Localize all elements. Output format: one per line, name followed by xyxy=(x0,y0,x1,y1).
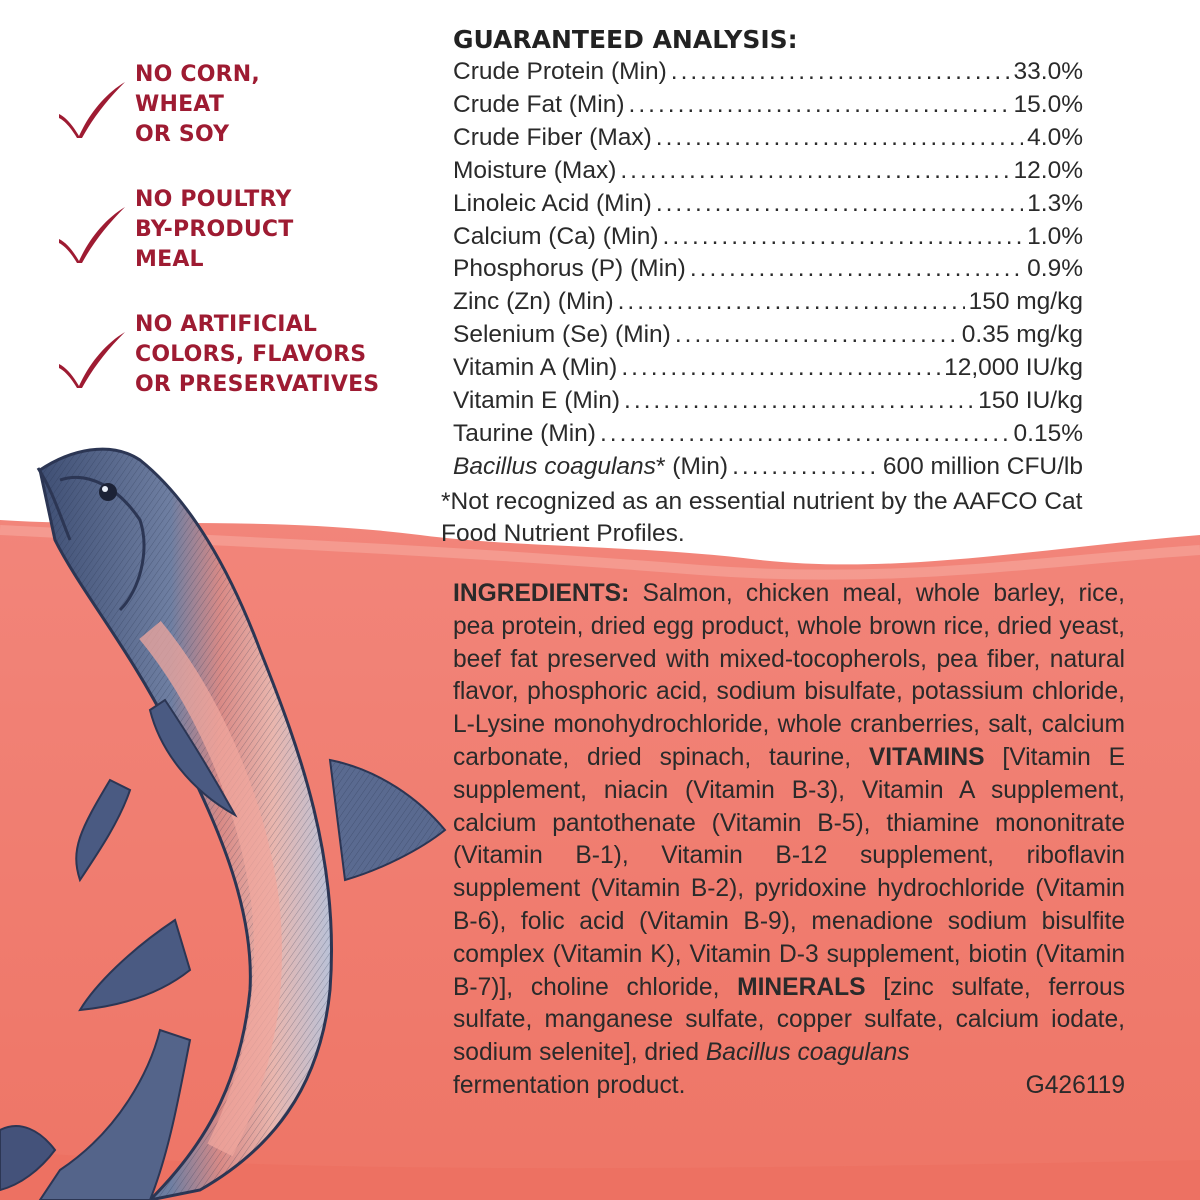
guaranteed-analysis xyxy=(441,24,1083,551)
analysis-row-bacillus: Bacillus coagulans* (Min) ..... 600 million CFU/lb xyxy=(453,451,1083,484)
analysis-row: Moisture (Max) ..... 12.0% xyxy=(453,155,1083,188)
analysis-row: Zinc (Zn) (Min) ..... 150 mg/kg xyxy=(453,286,1083,319)
analysis-row: Calcium (Ca) (Min) ..... 1.0% xyxy=(453,221,1083,254)
analysis-row: Vitamin E (Min) ..... 150 IU/kg xyxy=(453,385,1083,418)
claim-line: NO CORN, xyxy=(135,62,260,87)
ingredients-text: [zinc sulfate, ferrous sulfate, manganese sulfate, copper sulfate, calcium iodate, sodium selenite], dried xyxy=(453,973,1125,1067)
claim-line: WHEAT xyxy=(135,92,225,117)
minerals-label: MINERALS xyxy=(737,973,866,1001)
product-code: G426119 xyxy=(1025,1071,1125,1099)
ingredients-text: Salmon, chicken meal, whole barley, rice, pea protein, dried egg product, whole brown rice, dried yeast, beef fat preserved with mixed-tocopherols, pea fiber, natural flavor, phosphoric acid, sodium bisulfate, potassium chloride, L-Lysine monohydrochloride, whole cranberries, salt, calcium carbonate, dried spinach, taurine, xyxy=(453,580,1125,771)
ingredients-heading: INGREDIENTS: xyxy=(453,580,630,607)
analysis-row: Crude Fat (Min) ..... 15.0% xyxy=(453,89,1083,122)
analysis-row: Vitamin A (Min) ..... 12,000 IU/kg xyxy=(453,352,1083,385)
vitamins-label: VITAMINS xyxy=(868,743,985,771)
claim-line: NO POULTRY xyxy=(135,187,292,212)
analysis-row: Taurine (Min) ..... 0.15% xyxy=(453,418,1083,451)
bacillus-name: Bacillus coagulans xyxy=(705,1039,910,1067)
analysis-row: Linoleic Acid (Min) ..... 1.3% xyxy=(453,188,1083,221)
analysis-row: Crude Protein (Min) ..... 33.0% xyxy=(453,56,1083,89)
check-icon xyxy=(55,330,129,390)
analysis-row: Selenium (Se) (Min) ..... 0.35 mg/kg xyxy=(453,319,1083,352)
claim-line: BY-PRODUCT xyxy=(135,217,294,242)
ingredients-block xyxy=(453,578,1125,1103)
salmon-illustration xyxy=(0,430,460,1200)
claim-line: OR PRESERVATIVES xyxy=(135,372,380,397)
claim-no-poultry xyxy=(55,185,395,310)
claim-no-corn xyxy=(55,60,395,185)
claim-line: OR SOY xyxy=(135,122,230,147)
analysis-row: Crude Fiber (Max) ..... 4.0% xyxy=(453,122,1083,155)
analysis-row: Phosphorus (P) (Min) ..... 0.9% xyxy=(453,253,1083,286)
ingredients-text: fermentation product. xyxy=(453,1071,686,1099)
analysis-title: GUARANTEED ANALYSIS: xyxy=(453,25,798,54)
check-icon xyxy=(55,80,129,140)
claim-line: COLORS, FLAVORS xyxy=(135,342,367,367)
check-icon xyxy=(55,205,129,265)
claims-list xyxy=(55,60,395,435)
claim-line: NO ARTIFICIAL xyxy=(135,312,318,337)
ingredients-text: [Vitamin E supplement, niacin (Vitamin B-3), Vitamin A supplement, calcium pantothenate (Vitamin B-5), thiamine mononitrate (Vitamin B-1), Vitamin B-12 supplement, riboflavin supplement (Vitamin B-2), pyridoxine hydrochloride (Vitamin B-6), folic acid (Vitamin B-9), menadione sodium bisulfite complex (Vitamin K), Vitamin D-3 supplement, biotin (Vitamin B-7)], choline chloride, xyxy=(453,743,1126,1001)
claim-line: MEAL xyxy=(135,247,204,272)
claim-no-artificial xyxy=(55,310,395,435)
analysis-footnote: *Not recognized as an essential nutrient by the AAFCO Cat Food Nutrient Profiles. xyxy=(441,487,1083,548)
